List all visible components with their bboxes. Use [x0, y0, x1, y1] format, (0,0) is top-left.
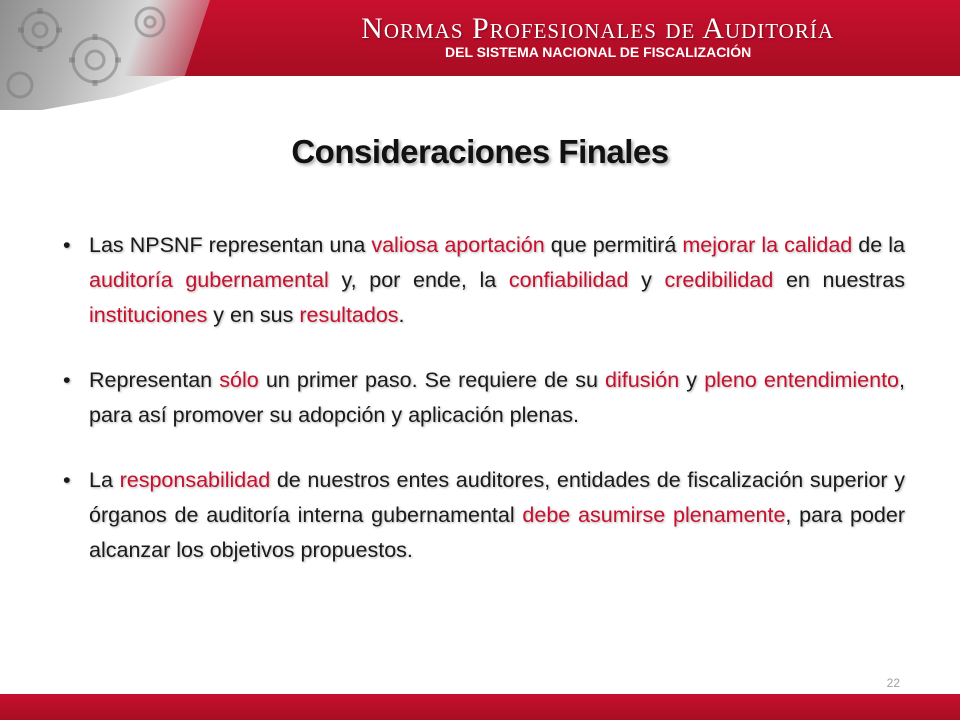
header-title: Normas Profesionales de Auditoría: [361, 12, 834, 45]
bullet-list: [63, 228, 905, 568]
bullet-text: de nuestros entes auditores, entidades de fiscalización superior y órganos de auditoría interna gubernamental: [89, 468, 905, 527]
highlighted-text: debe asumirse plenamente: [522, 503, 786, 527]
gear-pattern-decoration: [0, 0, 210, 110]
highlighted-text: difusión: [605, 368, 680, 392]
highlighted-text: credibilidad: [664, 268, 774, 292]
bullet-text: .: [398, 303, 405, 327]
bullet-text: , para poder alcanzar los objetivos propuestos.: [89, 503, 905, 562]
bullet-text: de la: [852, 233, 905, 257]
bullet-text: y en sus: [207, 303, 300, 327]
highlighted-text: sólo: [219, 368, 259, 392]
bullet-text: Las NPSNF representan una: [89, 233, 372, 257]
bullet-text: que permitirá: [544, 233, 683, 257]
bullet-text: La: [89, 468, 120, 492]
highlighted-text: valiosa aportación: [371, 233, 545, 257]
page-number: 22: [886, 676, 900, 690]
highlighted-text: mejorar la calidad: [682, 233, 853, 257]
bullet-text: y: [679, 368, 705, 392]
bullet-item: [63, 363, 905, 433]
header-bar: [0, 0, 960, 76]
bullet-dot: •: [63, 233, 71, 257]
bullet-text: en nuestras: [773, 268, 906, 292]
header-subtitle: DEL SISTEMA NACIONAL DE FISCALIZACIÓN: [445, 44, 752, 60]
highlighted-text: resultados: [299, 303, 399, 327]
highlighted-text: pleno entendimiento: [704, 368, 899, 392]
highlighted-text: instituciones: [89, 303, 208, 327]
bullet-dot: •: [63, 468, 71, 492]
bullet-item: [63, 228, 905, 333]
footer-bar: [0, 694, 960, 720]
gear-icon: [0, 0, 210, 110]
bullet-dot: •: [63, 368, 71, 392]
bullet-item: [63, 463, 905, 568]
bullet-text: y: [628, 268, 665, 292]
highlighted-text: confiabilidad: [508, 268, 629, 292]
highlighted-text: auditoría gubernamental: [89, 268, 329, 292]
bullet-text: un primer paso. Se requiere de su: [258, 368, 606, 392]
slide-title: Consideraciones Finales: [291, 133, 669, 170]
bullet-text: , para así promover su adopción y aplicación plenas.: [89, 368, 905, 427]
bullet-text: Representan: [89, 368, 220, 392]
bullet-text: y, por ende, la: [328, 268, 509, 292]
highlighted-text: responsabilidad: [119, 468, 271, 492]
